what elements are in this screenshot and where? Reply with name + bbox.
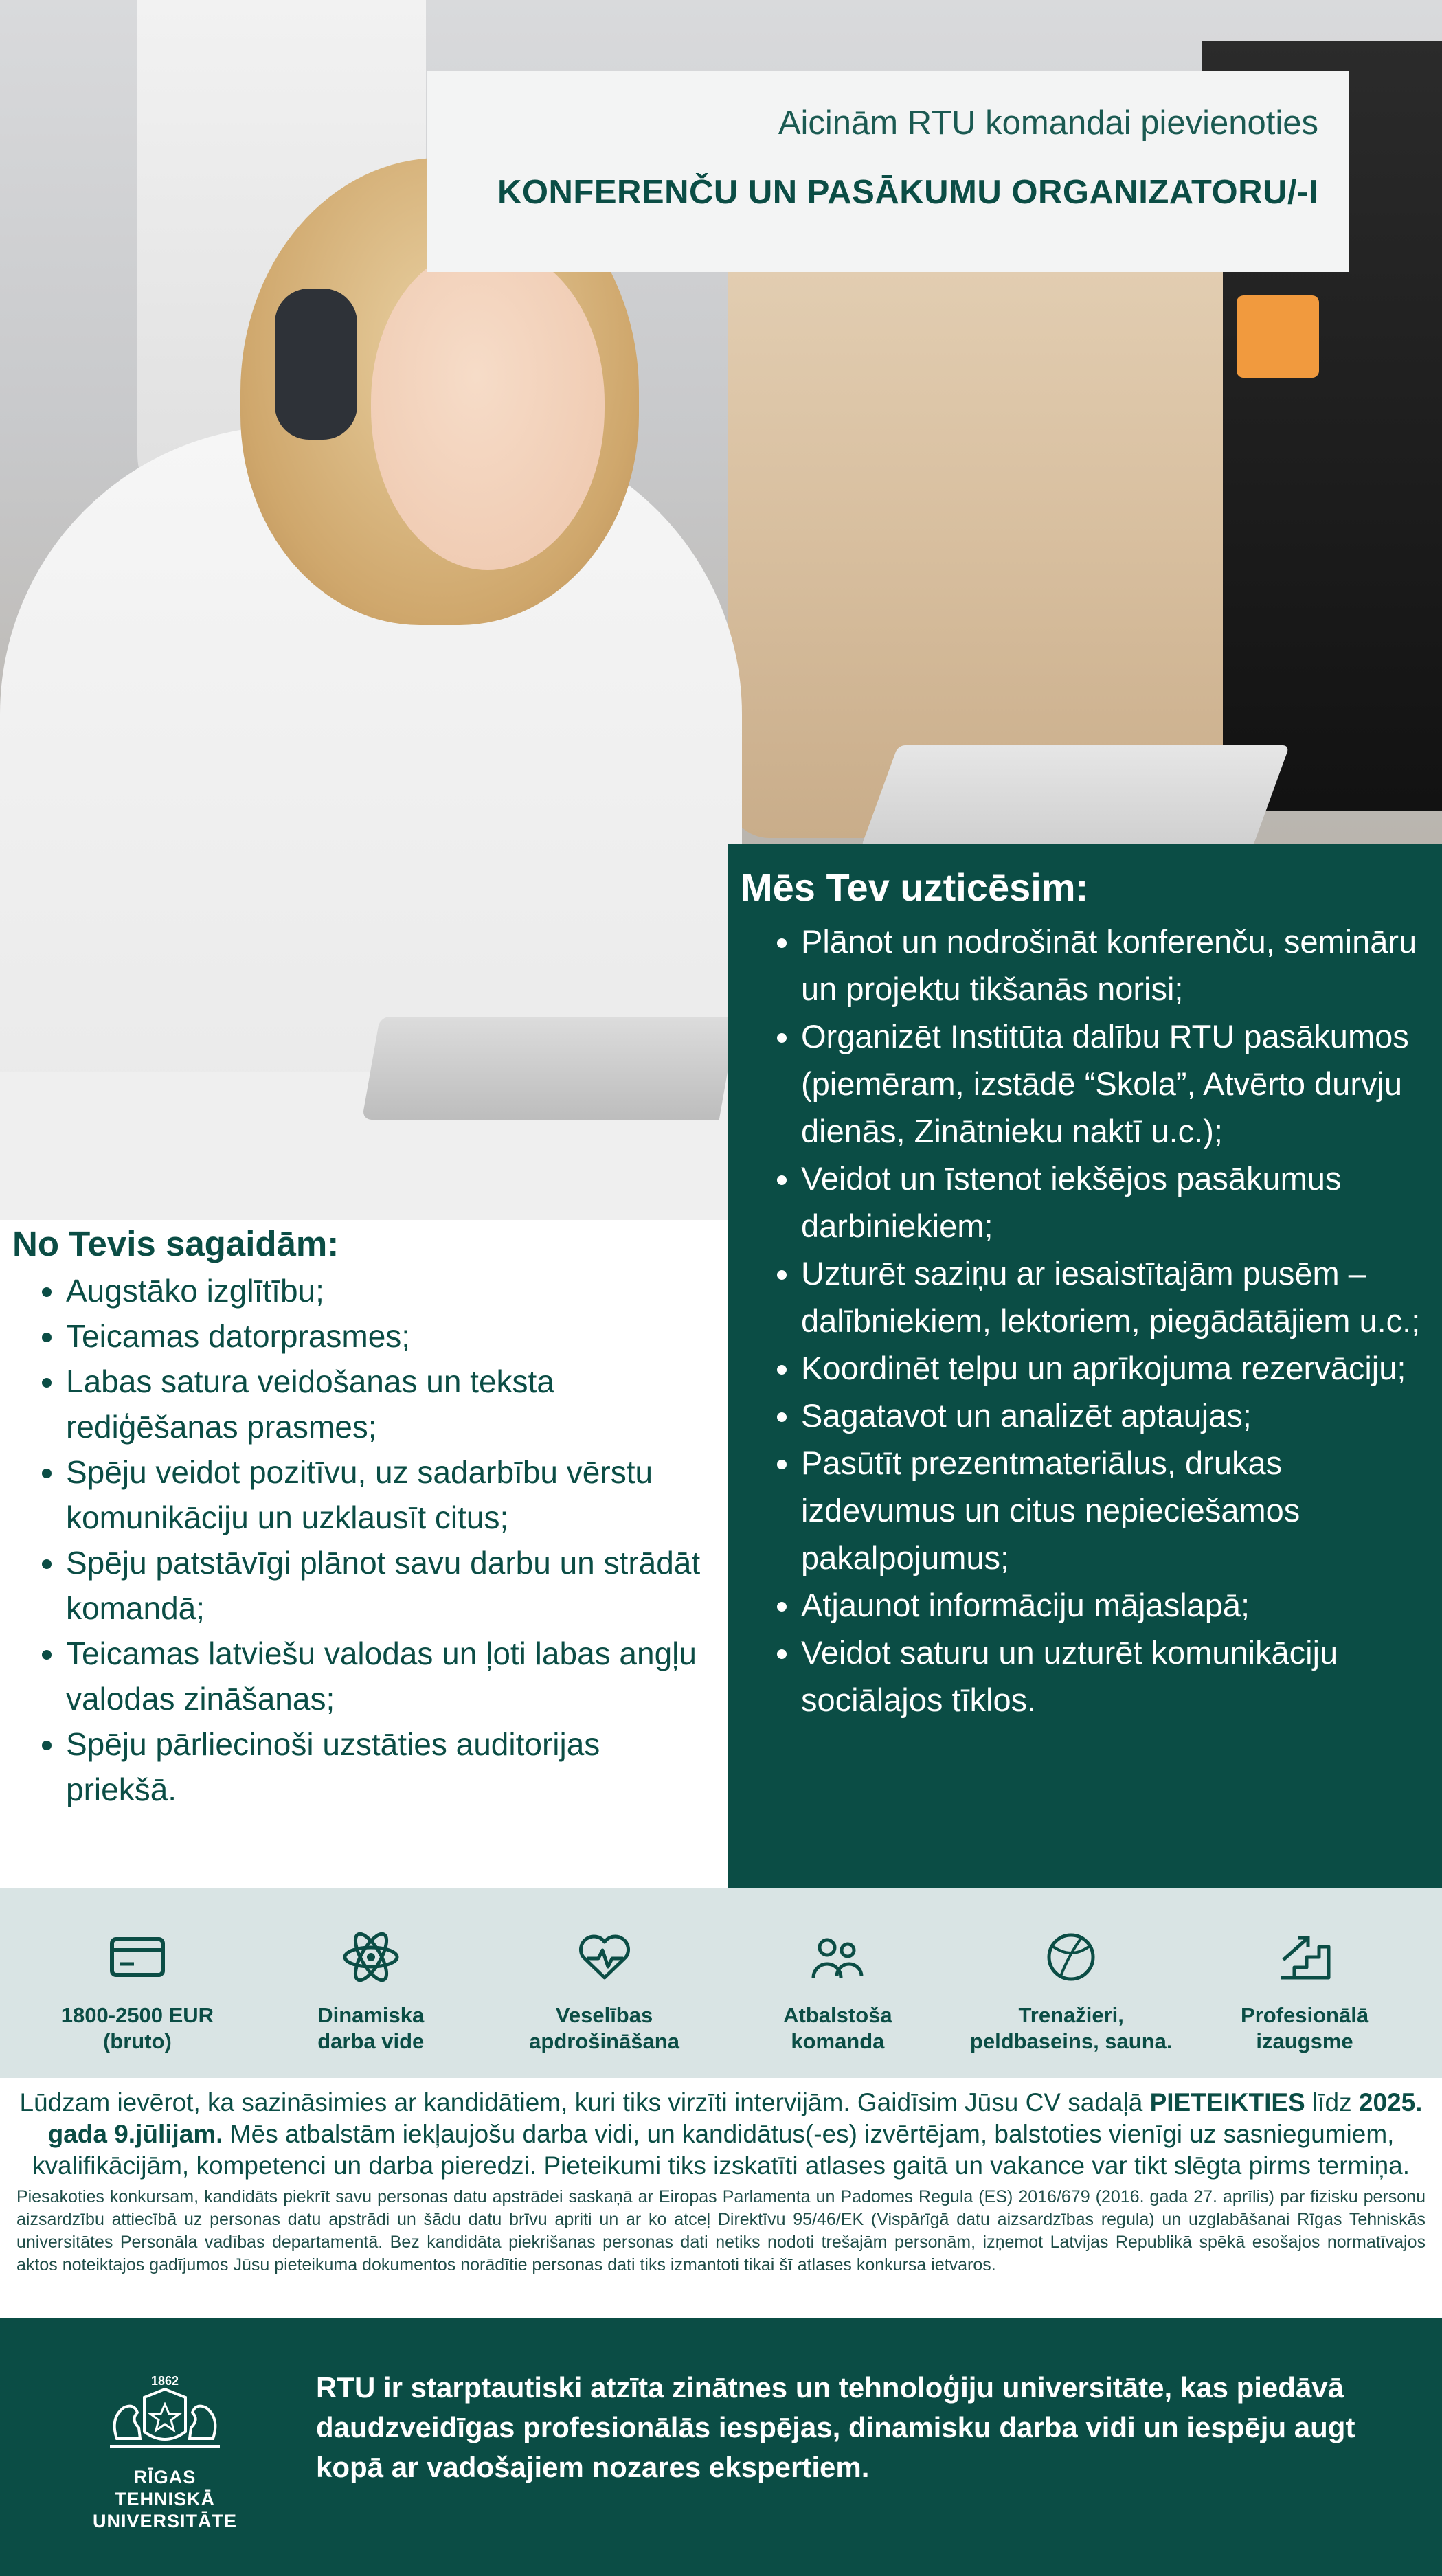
benefit-label: (bruto) [102, 2029, 172, 2053]
header-subtitle: Aicinām RTU komandai pievienoties [778, 104, 1318, 142]
job-title: KONFERENČU UN PASĀKUMU ORGANIZATORU/-I [497, 174, 1318, 211]
deadline: 2025. gada 9.jūlijam. [47, 2088, 1423, 2148]
benefit-label: Profesionālā [1241, 2003, 1369, 2027]
notice-text [16, 2087, 1426, 2182]
photo-laptop-right [861, 745, 1290, 848]
notice-part: Mēs atbalstām iekļaujošu darba vidi, un kandidātus(-es) izvērtējam, balstoties vienīgi uz sasniegumiem, kvalifikācijām, kompetenci un darba pieredzi. Pieteikumi tiks izskatīti atlases gaitā un vakance var tikt slēgta pirms termiņa. [32, 2120, 1410, 2180]
benefit-insurance [502, 1930, 708, 2055]
list-item: • Spēju patstāvīgi plānot savu darbu un strādāt komandā; [66, 1540, 714, 1631]
ball-icon [1040, 1930, 1102, 1985]
benefit-label: apdrošināšana [529, 2029, 679, 2053]
apply-label: PIETEIKTIES [1149, 2088, 1305, 2116]
logo-year: 1862 [150, 2374, 179, 2388]
team-icon [807, 1930, 868, 1985]
list-item: • Organizēt Institūta dalību RTU pasākumos (piemēram, izstādē “Skola”, Atvērto durvju dienās, Zinātnieku naktī u.c.); [801, 1013, 1421, 1155]
notice-part: līdz [1305, 2088, 1359, 2116]
logo-name-line2: UNIVERSITĀTE [92, 2511, 238, 2531]
list-item: • Sagatavot un analizēt aptaujas; [801, 1392, 1421, 1439]
rtu-logo [82, 2370, 247, 2532]
benefit-salary [34, 1930, 240, 2055]
atom-icon [340, 1930, 402, 1985]
photo-laptop [362, 1017, 737, 1120]
benefits-band [0, 1888, 1442, 2078]
benefit-label: Trenažieri, [1018, 2003, 1124, 2027]
requirements-heading: No Tevis sagaidām: [12, 1224, 339, 1263]
header-card [427, 71, 1349, 272]
heart-pulse-icon [574, 1930, 635, 1985]
responsibilities-heading: Mēs Tev uzticēsim: [741, 866, 1089, 909]
legal-text: Piesakoties konkursam, kandidāts piekrīt savu personas datu apstrādei saskaņā ar Eiropas Parlamenta un Padomes Regula (ES) 2016/679 (2016. gada 27. aprīlis) par fizisku personu aizsardzību attiecībā uz personas datu apstrādi un šādu datu brīvu apriti un ar ko atceļ Direktīvu 95/46/EK (Vispārīgā datu aizsardzības regula) un uzglabāšanai Rīgas Tehniskās universitātes Personāla vadības departamentā. Bez kandidāta piekrišanas personas dati netiks nodoti trešajām personām, izņemot Latvijas Republikā spēkā esošajos normatīvajos aktos noteiktajos gadījumos Jūsu pieteikuma dokumentos norādītie personas dati tiks izmantoti tikai šī atlases konkursa ietvaros. [16, 2187, 1426, 2274]
application-notice [0, 2081, 1442, 2315]
benefit-gym [968, 1930, 1174, 2055]
headset-icon [275, 289, 357, 440]
stairs-growth-icon [1274, 1930, 1336, 1985]
list-item: • Teicamas datorprasmes; [66, 1313, 714, 1359]
benefit-label: 1800-2500 EUR [60, 2003, 214, 2027]
benefit-growth [1202, 1930, 1408, 2055]
photo-detail [1237, 295, 1319, 378]
responsibilities-panel [728, 844, 1442, 1888]
footer [0, 2318, 1442, 2576]
benefit-label: izaugsme [1256, 2029, 1353, 2053]
list-item: • Veidot un īstenot iekšējos pasākumus darbiniekiem; [801, 1155, 1421, 1250]
coat-of-arms-icon [96, 2370, 234, 2466]
benefit-label: Dinamiska [317, 2003, 425, 2027]
benefit-label: Atbalstoša [783, 2003, 892, 2027]
list-item: • Augstāko izglītību; [66, 1268, 714, 1313]
list-item: • Labas satura veidošanas un teksta rediģēšanas prasmes; [66, 1359, 714, 1449]
requirements-block [0, 1220, 728, 1886]
logo-name-line1: RĪGAS TEHNISKĀ [114, 2467, 215, 2509]
list-item: • Pasūtīt prezentmateriālus, drukas izdevumus un citus nepieciešamos pakalpojumus; [801, 1439, 1421, 1581]
list-item: • Plānot un nodrošināt konferenču, semināru un projektu tikšanās norisi; [801, 918, 1421, 1013]
notice-part: Lūdzam ievērot, ka sazināsimies ar kandidātiem, kuri tiks virzīti intervijām. Gaidīsim Jūsu CV sadaļā [19, 2088, 1150, 2116]
benefit-label: darba vide [317, 2029, 425, 2053]
requirements-list [12, 1268, 714, 1812]
list-item: • Teicamas latviešu valodas un ļoti labas angļu valodas zināšanas; [66, 1631, 714, 1721]
responsibilities-list [735, 918, 1421, 1724]
footer-description: RTU ir starptautiski atzīta zinātnes un tehnoloģiju universitāte, kas piedāvā daudzveidīgas profesionālās iespējas, dinamisku darba vidi un iespēju augt kopā ar vadošajiem nozares ekspertiem. [316, 2371, 1355, 2483]
photo-woman-face [371, 247, 605, 570]
credit-card-icon [106, 1930, 168, 1985]
benefit-team [734, 1930, 940, 2055]
benefit-label: Veselības [555, 2003, 653, 2027]
list-item: • Spēju pārliecinoši uzstāties auditorijas priekšā. [66, 1721, 714, 1812]
list-item: • Koordinēt telpu un aprīkojuma rezervāciju; [801, 1344, 1421, 1392]
list-item: • Uzturēt saziņu ar iesaistītajām pusēm – dalībniekiem, lektoriem, piegādātājiem u.c.; [801, 1250, 1421, 1344]
list-item: • Spēju veidot pozitīvu, uz sadarbību vērstu komunikāciju un uzklausīt citus; [66, 1449, 714, 1540]
benefit-label: peldbaseins, sauna. [969, 2029, 1173, 2053]
benefit-environment [268, 1930, 474, 2055]
list-item: • Atjaunot informāciju mājaslapā; [801, 1581, 1421, 1629]
benefit-label: komanda [791, 2029, 885, 2053]
list-item: • Veidot saturu un uzturēt komunikāciju sociālajos tīklos. [801, 1629, 1421, 1724]
